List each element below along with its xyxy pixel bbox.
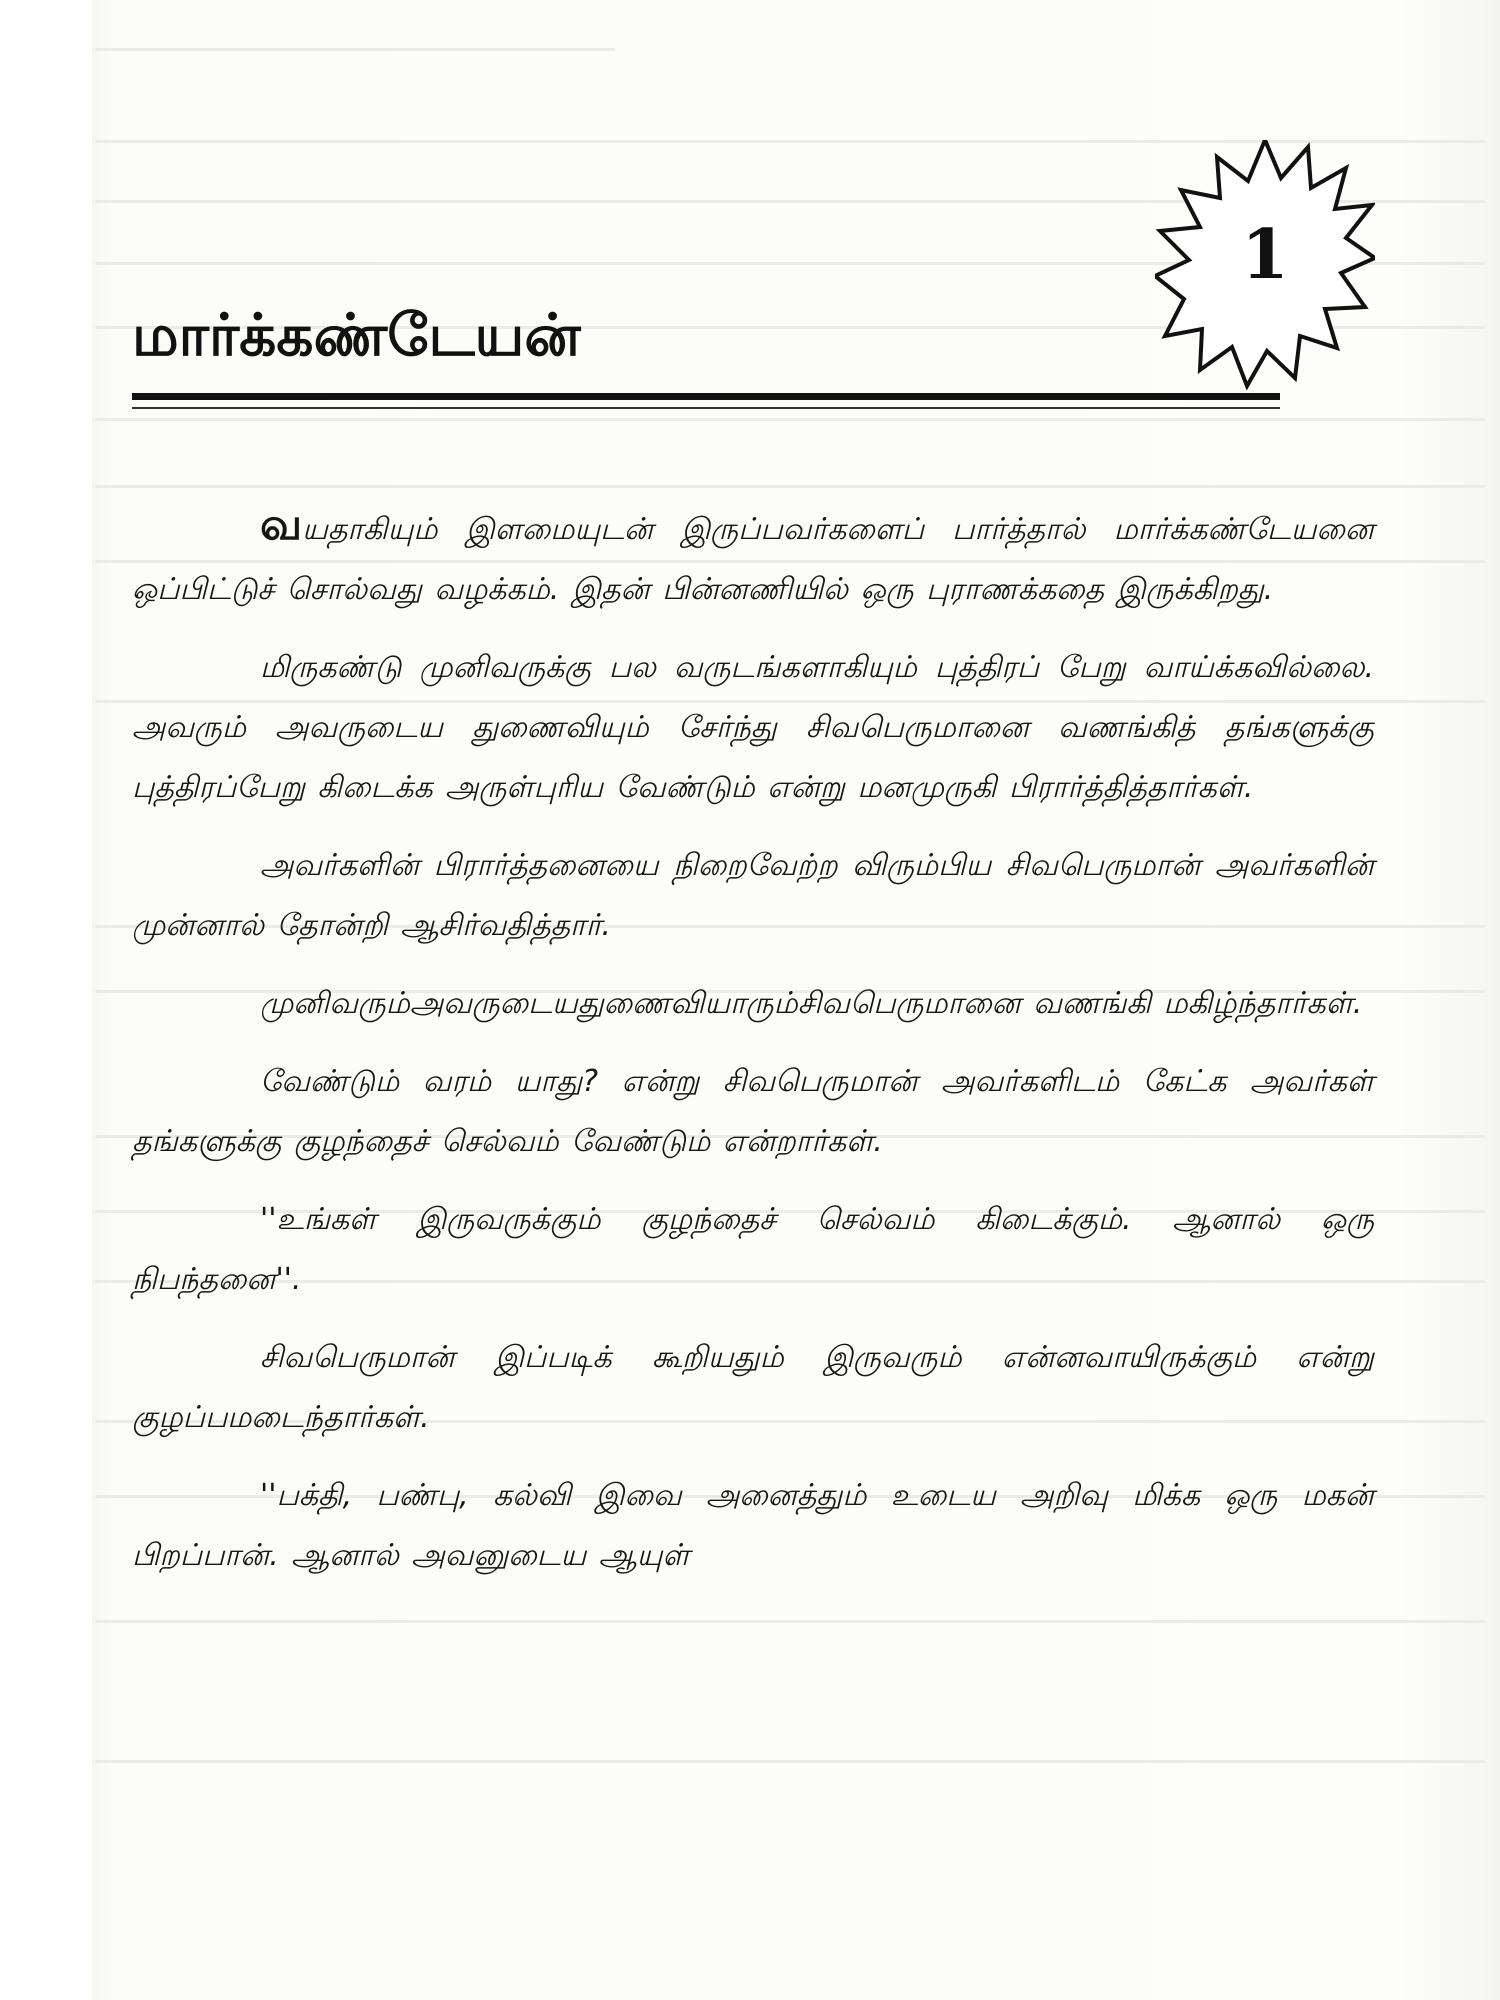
- show-through-line: [95, 1760, 1485, 1763]
- show-through-line: [95, 485, 1485, 488]
- paragraph: சிவபெருமான் இப்படிக் கூறியதும் இருவரும் என்னவாயிருக்கும் என்று குழப்பமடைந்தார்கள்.: [132, 1340, 1374, 1435]
- paragraph: ''பக்தி, பண்பு, கல்வி இவை அனைத்தும் உடைய அறிவு மிக்க ஒரு மகன் பிறப்பான். ஆனால் அவனுடைய ஆயுள்: [132, 1478, 1374, 1573]
- chapter-number: 1: [1241, 215, 1289, 295]
- page-margin: [0, 0, 92, 2000]
- show-through-line: [95, 418, 1485, 421]
- paragraph: வேண்டும் வரம் யாது? என்று சிவபெருமான் அவர்களிடம் கேட்க அவர்கள் தங்களுக்கு குழந்தைச் செல்வம் வேண்டும் என்றார்கள்.: [132, 1064, 1374, 1159]
- paragraph-text: யதாகியும் இளமையுடன் இருப்பவர்களைப் பார்த்தால் மார்க்கண்டேயனை ஒப்பிட்டுச் சொல்வது வழக்கம். இதன் பின்னணியில் ஒரு புராணக்கதை இருக்கிறது.: [132, 512, 1374, 607]
- chapter-body: [132, 500, 1374, 1604]
- chapter-title: மார்க்கண்டேயன்: [132, 301, 581, 369]
- drop-cap: வ: [260, 499, 303, 550]
- paragraph: மிருகண்டு முனிவருக்கு பல வருடங்களாகியும் புத்திரப் பேறு வாய்க்கவில்லை. அவரும் அவருடைய துணைவியும் சேர்ந்து சிவபெருமானை வணங்கித் தங்களுக்கு புத்திரப்பேறு கிடைக்க அருள்புரிய வேண்டும் என்று மனமுருகி பிரார்த்தித்தார்கள்.: [132, 650, 1374, 805]
- paragraph: அவர்களின் பிரார்த்தனையை நிறைவேற்ற விரும்பிய சிவபெருமான் அவர்களின் முன்னால் தோன்றி ஆசிர்வதித்தார்.: [132, 848, 1374, 943]
- paragraph: [132, 500, 1374, 620]
- title-underline-thin: [132, 407, 1280, 409]
- paragraph: முனிவரும்அவருடையதுணைவியாரும்சிவபெருமானை வணங்கி மகிழ்ந்தார்கள்.: [260, 986, 1363, 1021]
- title-underline: [132, 393, 1280, 400]
- show-through-line: [95, 48, 615, 51]
- show-through-line: [95, 1620, 1485, 1623]
- paragraph: ''உங்கள் இருவருக்கும் குழந்தைச் செல்வம் கிடைக்கும். ஆனால் ஒரு நிபந்தனை''.: [132, 1202, 1374, 1297]
